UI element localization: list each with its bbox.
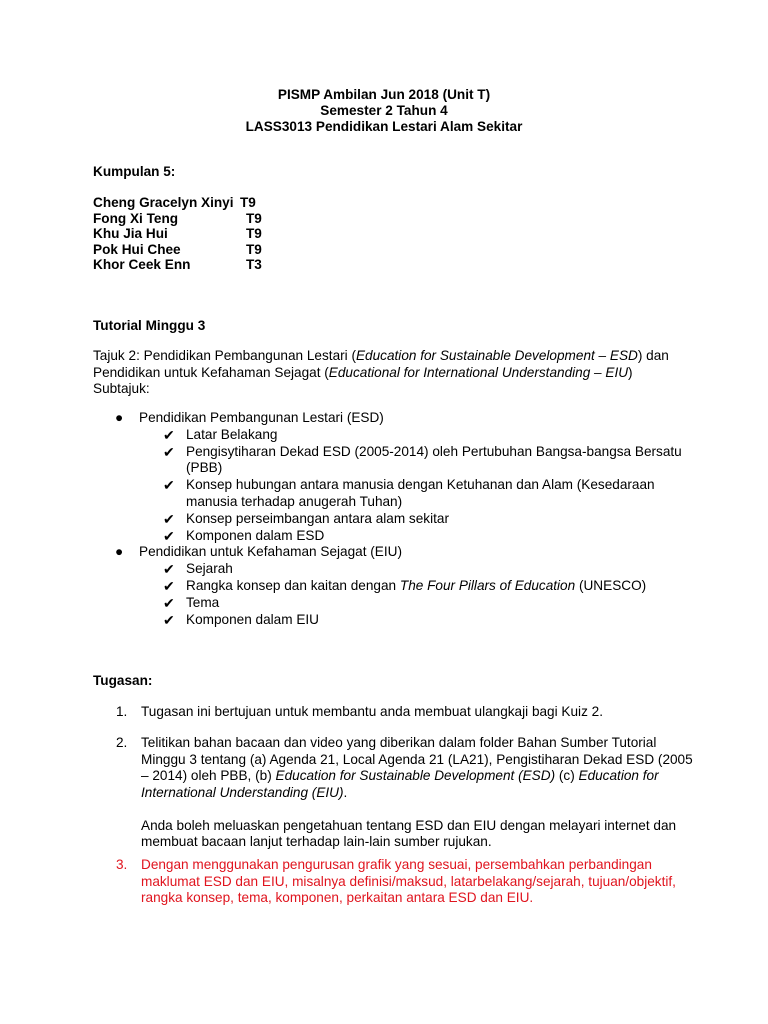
member-name: Fong Xi Teng: [93, 210, 179, 226]
topic-suffix: ): [628, 364, 633, 380]
item-text-prefix: Rangka konsep dan kaitan dengan: [186, 577, 400, 593]
tasks-title: Tugasan:: [93, 673, 153, 688]
list-item: [93, 595, 693, 612]
item-text: Komponen dalam EIU: [186, 611, 319, 627]
task-item: [93, 857, 693, 907]
list-item: [93, 561, 693, 578]
list-item: [93, 578, 693, 595]
topic-paragraph: [93, 348, 683, 381]
checkmark-icon: ✔: [163, 477, 175, 494]
list-item: [93, 444, 693, 478]
section-title: Pendidikan untuk Kefahaman Sejagat (EIU): [139, 544, 402, 560]
task-text-part: (c): [555, 768, 579, 783]
checkmark-icon: ✔: [163, 611, 175, 628]
item-text: Sejarah: [186, 561, 233, 577]
header-semester: Semester 2 Tahun 4: [320, 103, 448, 118]
subtopic-list: [93, 410, 693, 628]
task-text: Tugasan ini bertujuan untuk membantu anda membuat ulangkaji bagi Kuiz 2.: [141, 704, 603, 719]
member-code: T9: [246, 226, 262, 241]
checkmark-icon: ✔: [163, 577, 175, 594]
topic-prefix: Tajuk 2: Pendidikan Pembangunan Lestari (: [93, 348, 356, 363]
item-text: [186, 578, 693, 595]
member-code: T9: [240, 195, 256, 210]
header-programme: PISMP Ambilan Jun 2018 (Unit T): [277, 87, 491, 102]
member-name: Cheng Gracelyn Xinyi: [93, 195, 234, 210]
header-course: LASS3013 Pendidikan Lestari Alam Sekitar: [245, 119, 523, 134]
topic-esd-english: Education for Sustainable Development – ESD: [355, 348, 638, 363]
subtopic-label: Subtajuk:: [93, 381, 150, 396]
task-number: 1.: [116, 704, 128, 719]
task-text-italic: Education for Sustainable Development (ESD): [275, 768, 556, 783]
checkmark-icon: ✔: [163, 426, 175, 443]
item-text: Konsep hubungan antara manusia dengan Ketuhanan dan Alam (Kesedaraan manusia terhadap anugerah Tuhan): [186, 477, 655, 509]
task-text-italic: Education for International Understanding (EIU): [141, 768, 659, 800]
item-text-italic: The Four Pillars of Education: [399, 577, 576, 593]
group-label: Kumpulan 5:: [93, 164, 176, 179]
list-item: [93, 544, 693, 561]
item-text: Latar Belakang: [186, 426, 278, 442]
task-text: [141, 735, 693, 801]
task-number: 2.: [116, 735, 128, 750]
member-code: T9: [246, 241, 262, 257]
member-name: Khu Jia Hui: [93, 226, 168, 241]
item-text: Komponen dalam ESD: [186, 527, 325, 543]
checkmark-icon: ✔: [163, 594, 175, 611]
member-name: Khor Ceek Enn: [93, 257, 191, 272]
member-code: T3: [246, 257, 262, 272]
task-text: Dengan menggunakan pengurusan grafik yang sesuai, persembahkan perbandingan maklumat ESD dan EIU, misalnya definisi/maksud, latarbelakang/sejarah, tujuan/objektif, rangka konsep, tema, komponen, perkaitan antara ESD dan EIU.: [141, 857, 676, 905]
item-text: Tema: [186, 594, 220, 610]
list-item: [93, 612, 693, 629]
list-item: [93, 427, 693, 444]
checkmark-icon: ✔: [163, 443, 175, 460]
list-item: [93, 477, 693, 511]
task-body: [141, 704, 693, 721]
document-header: [0, 87, 768, 135]
task-text-part: .: [343, 784, 348, 800]
task-body: [141, 735, 693, 851]
checkmark-icon: ✔: [163, 527, 175, 544]
topic-mid: ) dan Pendidikan untuk Kefahaman Sejagat (: [93, 348, 669, 380]
topic-block: [93, 348, 683, 398]
task-body: [141, 857, 693, 907]
member-name: Pok Hui Chee: [93, 241, 181, 257]
bullet-icon: ●: [115, 410, 124, 425]
task-item: [93, 704, 693, 721]
item-text: Konsep perseimbangan antara alam sekitar: [186, 510, 449, 526]
item-text-suffix: (UNESCO): [575, 577, 647, 593]
bullet-icon: ●: [115, 544, 124, 560]
checkmark-icon: ✔: [163, 510, 175, 527]
tutorial-title: Tutorial Minggu 3: [93, 318, 206, 333]
item-text: Pengisytiharan Dekad ESD (2005-2014) oleh Pertubuhan Bangsa-bangsa Bersatu (PBB): [186, 443, 682, 476]
topic-eiu-english: Educational for International Understanding – EIU: [328, 364, 629, 380]
checkmark-icon: ✔: [163, 561, 175, 578]
section-title: Pendidikan Pembangunan Lestari (ESD): [139, 410, 384, 425]
list-item: [93, 528, 693, 545]
task-item: [93, 735, 693, 851]
list-item: [93, 511, 693, 528]
member-code: T9: [246, 210, 262, 226]
task-text-paragraph: Anda boleh meluaskan pengetahuan tentang ESD dan EIU dengan melayari internet dan membuat bacaan lanjut terhadap lain-lain sumber rujukan.: [141, 817, 677, 849]
task-number: 3.: [116, 857, 128, 872]
list-item: [93, 410, 693, 427]
task-text-part: Telitikan bahan bacaan dan video yang diberikan dalam folder Bahan Sumber Tutorial Minggu 3 tentang (a) Agenda 21, Local Agenda 21 (LA21), Pengistiharan Dekad ESD (2005 – 2014) oleh PBB, (b): [141, 735, 693, 783]
